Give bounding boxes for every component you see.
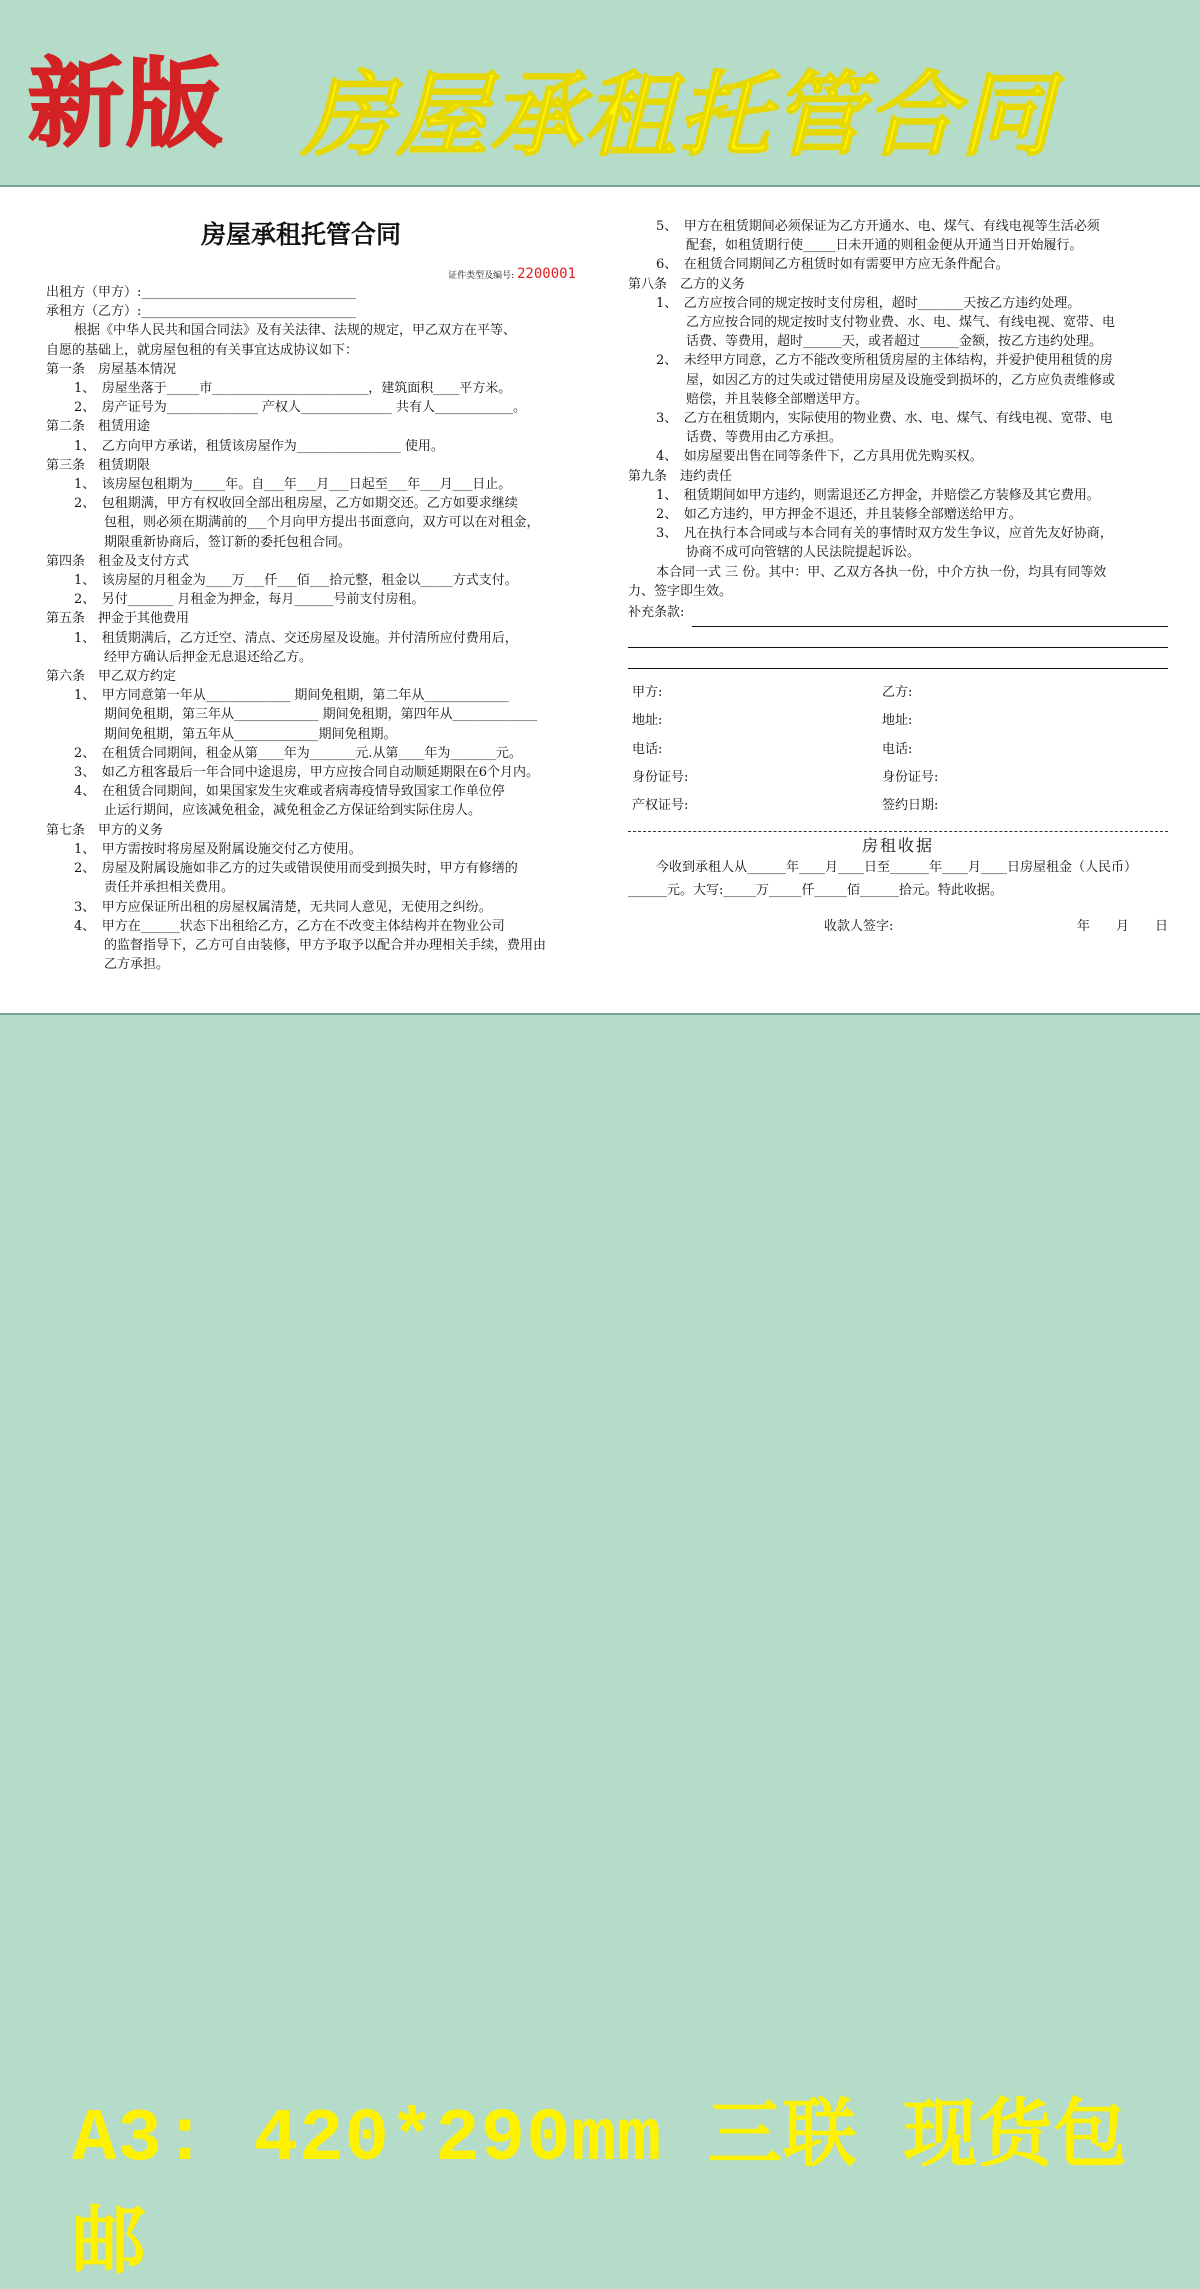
receipt-line-1: 今收到承租人从______年____月____日至______年____月____日房屋租金（人民币） — [656, 860, 1138, 876]
party-a-label: 甲方: — [632, 685, 663, 701]
left-clause-line: 第三条 租赁期限 — [46, 457, 151, 473]
serial-number: 2200001 — [516, 266, 576, 282]
right-clause-line: 乙方应按合同的规定按时支付物业费、水、电、煤气、有线电视、宽带、电 — [686, 315, 1116, 331]
contract-sheet — [0, 185, 1200, 1015]
left-clause-line: 乙方承担。 — [104, 957, 170, 973]
right-clause-line: 屋，如因乙方的过失或过错使用房屋及设施受到损坏的，乙方应负责维修或 — [686, 372, 1116, 388]
left-clause-line: 1、 乙方向甲方承诺，租赁该房屋作为________________ 使用。 — [74, 438, 444, 454]
right-clause-line: 3、 凡在执行本合同或与本合同有关的事情时双方发生争议，应首先友好协商， — [656, 526, 1113, 542]
left-clause-line: 包租，则必须在期满前的___个月向甲方提出书面意向，双方可以在对租金， — [104, 515, 540, 531]
top-banner — [0, 0, 1200, 185]
receipt-separator — [628, 831, 1168, 832]
left-clause-line: 2、 另付_______ 月租金为押金，每月______号前支付房租。 — [74, 592, 425, 608]
right-clause-line: 配套，如租赁期行使_____日未开通的则租金便从开通当日开始履行。 — [686, 238, 1083, 254]
left-clause-line: 第五条 押金于其他费用 — [46, 611, 190, 627]
supplement-line-1 — [692, 608, 1168, 627]
left-clause-line: 止运行期间，应该减免租金，减免租金乙方保证给到实际住房人。 — [104, 803, 482, 819]
left-clause-line: 2、 房屋及附属设施如非乙方的过失或错误使用而受到损失时，甲方有修缮的 — [74, 861, 518, 877]
spec-label: A3: 420*290mm 三联 现货包邮 — [72, 2098, 1129, 2289]
left-clause-line: 期限重新协商后，签订新的委托包租合同。 — [104, 534, 352, 550]
right-clause-line: 1、 租赁期间如甲方违约，则需退还乙方押金，并赔偿乙方装修及其它费用。 — [656, 487, 1100, 503]
right-clause-line: 3、 乙方在租赁期内，实际使用的物业费、水、电、煤气、有线电视、宽带、电 — [656, 411, 1113, 427]
left-clause-line: 第六条 甲乙双方约定 — [46, 669, 177, 685]
left-clause-line: 出租方（甲方）:_________________________________ — [46, 285, 356, 300]
right-clause-line: 6、 在租赁合同期间乙方租赁时如有需要甲方应无条件配合。 — [656, 257, 1009, 273]
left-clause-line: 第一条 房屋基本情况 — [46, 361, 177, 377]
right-clause-line: 话费、等费用由乙方承担。 — [686, 430, 843, 446]
supplement-line-2 — [628, 629, 1168, 648]
party-a-id-label: 身份证号: — [632, 769, 689, 785]
party-b-address-label: 地址: — [882, 713, 913, 729]
left-clause-line: 3、 甲方应保证所出租的房屋权属清楚，无共同人意见，无使用之纠纷。 — [74, 899, 492, 915]
document-title: 房屋承租托管合同 — [200, 220, 401, 249]
supplement-label: 补充条款: — [628, 605, 685, 621]
receiver-signature-label: 收款人签字: — [824, 918, 894, 934]
serial-label: 证件类型及编号: — [448, 271, 515, 281]
left-clause-line: 第七条 甲方的义务 — [46, 822, 164, 838]
left-clause-line: 1、 甲方需按时将房屋及附属设施交付乙方使用。 — [74, 841, 362, 857]
left-clause-line: 1、 房屋坐落于_____市________________________，建筑面积____平方米。 — [74, 381, 512, 397]
left-clause-line: 1、 该房屋的月租金为____万___仟___佰___拾元整，租金以_____方式支付。 — [74, 573, 518, 589]
left-clause-line: 期间免租期，第五年从_____________期间免租期。 — [104, 726, 397, 742]
left-clause-line: 第四条 租金及支付方式 — [46, 553, 190, 569]
right-clause-line: 1、 乙方应按合同的规定按时支付房租，超时_______天按乙方违约处理。 — [656, 295, 1081, 311]
right-clause-line: 话费、等费用，超时______天，或者超过______金额，按乙方违约处理。 — [686, 334, 1103, 350]
serial-row — [46, 265, 576, 283]
right-clause-line: 赔偿，并且装修全部赠送甲方。 — [686, 391, 869, 407]
right-clause-line: 协商不成可向管辖的人民法院提起诉讼。 — [686, 545, 921, 561]
party-b-phone-label: 电话: — [882, 741, 913, 757]
receipt-line-2: ______元。大写:_____万_____仟_____佰______拾元。特此收据。 — [628, 883, 1003, 899]
bottom-banner — [0, 1015, 1200, 2289]
left-clause-line: 2、 在租赁合同期间，租金从第____年为_______元.从第____年为_______元。 — [74, 745, 522, 761]
left-clause-line: 期间免租期，第三年从_____________ 期间免租期，第四年从_____________ — [104, 707, 538, 723]
right-clause-line: 第八条 乙方的义务 — [628, 276, 746, 292]
right-clauses — [628, 217, 1168, 601]
left-clause-line: 承租方（乙方）:_________________________________ — [46, 304, 356, 320]
left-clause-line: 1、 该房屋包租期为_____年。自___年___月___日起至___年___月___日止。 — [74, 477, 512, 493]
left-column — [46, 187, 576, 974]
left-clause-line: 2、 房产证号为______________ 产权人______________ 共有人____________。 — [74, 400, 527, 416]
right-clause-line: 5、 甲方在租赁期间必须保证为乙方开通水、电、煤气、有线电视等生活必须 — [656, 219, 1100, 234]
right-clause-line: 力、签字即生效。 — [628, 583, 733, 599]
receipt-date-label: 年 月 日 — [1076, 918, 1168, 934]
left-clause-line: 根据《中华人民共和国合同法》及有关法律、法规的规定，甲乙双方在平等、 — [74, 323, 517, 339]
banner-title: 房屋承租托管合同 — [302, 61, 1055, 169]
right-clause-line: 本合同一式 三 份。其中：甲、乙双方各执一份，中介方执一份，均具有同等效 — [656, 564, 1107, 580]
sign-date-label: 签约日期: — [882, 798, 939, 814]
right-clause-line: 4、 如房屋要出售在同等条件下，乙方具用优先购买权。 — [656, 449, 983, 465]
right-column — [628, 187, 1168, 936]
left-clause-line: 1、 租赁期满后，乙方迁空、清点、交还房屋及设施。并付清所应付费用后， — [74, 630, 518, 646]
left-clause-line: 4、 甲方在______状态下出租给乙方，乙方在不改变主体结构并在物业公司 — [74, 918, 505, 934]
right-clause-line: 2、 如乙方违约，甲方押金不退还，并且装修全部赠送给甲方。 — [656, 507, 1022, 523]
left-clause-line: 2、 包租期满，甲方有权收回全部出租房屋，乙方如期交还。乙方如要求继续 — [74, 496, 518, 512]
right-clause-line: 第九条 违约责任 — [628, 468, 733, 484]
left-clause-line: 4、 在租赁合同期间，如果国家发生灾难或者病毒疫情导致国家工作单位停 — [74, 784, 505, 800]
right-clause-line: 2、 未经甲方同意，乙方不能改变所租赁房屋的主体结构，并爱护使用租赁的房 — [656, 353, 1113, 369]
left-clause-line: 的监督指导下，乙方可自由装修，甲方予取予以配合并办理相关手续，费用由 — [104, 937, 547, 953]
left-clause-line: 责任并承担相关费用。 — [104, 880, 235, 896]
left-clauses — [46, 283, 576, 974]
new-edition-label: 新版 — [28, 47, 224, 160]
left-clause-line: 1、 甲方同意第一年从_____________ 期间免租期，第二年从_____________ — [74, 688, 509, 704]
left-clause-line: 第二条 租赁用途 — [46, 419, 151, 435]
left-clause-line: 自愿的基础上，就房屋包租的有关事宜达成协议如下： — [46, 342, 359, 358]
supplement-line-3 — [628, 650, 1168, 669]
receipt-sign-row — [628, 917, 1168, 936]
party-a-address-label: 地址: — [632, 713, 663, 729]
party-b-id-label: 身份证号: — [882, 769, 939, 785]
party-b-label: 乙方: — [882, 685, 913, 701]
signature-block — [628, 683, 1168, 815]
party-a-phone-label: 电话: — [632, 741, 663, 757]
deed-number-label: 产权证号: — [632, 798, 689, 814]
left-clause-line: 3、 如乙方租客最后一年合同中途退房，甲方应按合同自动顺延期限在6个月内。 — [74, 765, 540, 781]
left-clause-line: 经甲方确认后押金无息退还给乙方。 — [104, 649, 313, 665]
receipt-title: 房租收据 — [861, 836, 934, 856]
